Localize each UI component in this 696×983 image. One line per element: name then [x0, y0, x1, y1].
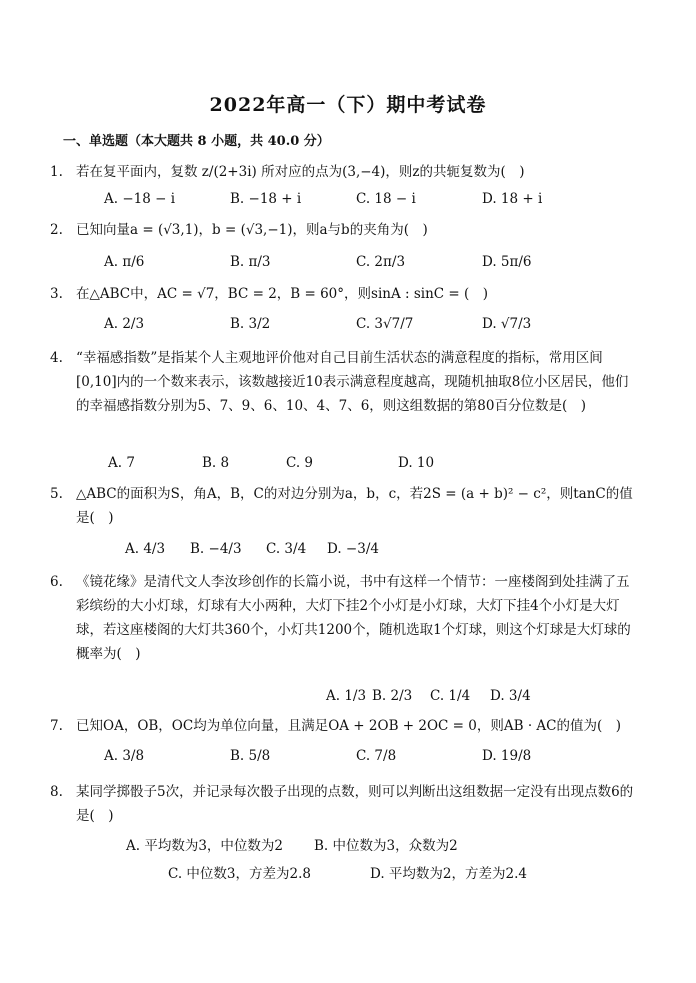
question-number: 5.	[50, 486, 63, 502]
option-b[interactable]: B. −4/3	[190, 541, 242, 557]
question-number: 1.	[50, 164, 63, 180]
question-text: 《镜花缘》是清代文人李汝珍创作的长篇小说，书中有这样一个情节：一座楼阁到处挂满了五彩缤纷的大小灯球，灯球有大小两种，大灯下挂2个小灯是小灯球，大灯下挂4个小灯是大灯球，若这座楼阁的大灯共360个，小灯共1200个，随机选取1个灯球，则这个灯球是大灯球的概率为( )	[76, 574, 631, 662]
option-b[interactable]: B. 中位数为3，众数为2	[314, 838, 458, 854]
option-d[interactable]: D. 平均数为2，方差为2.4	[370, 866, 527, 882]
option-c[interactable]: C. 中位数3，方差为2.8	[168, 866, 311, 882]
option-b[interactable]: B. 5/8	[230, 748, 271, 764]
option-a[interactable]: A. 2/3	[104, 316, 145, 332]
question-4	[50, 346, 636, 418]
question-number: 7.	[50, 718, 63, 734]
option-a[interactable]: A. π/6	[104, 254, 145, 270]
option-d[interactable]: D. 5π/6	[482, 254, 532, 270]
option-c[interactable]: C. 18 − i	[356, 191, 416, 207]
exam-title: 2022年高一（下）期中考试卷	[209, 94, 487, 116]
question-text: “幸福感指数”是指某个人主观地评价他对自己目前生活状态的满意程度的指标，常用区间[0,10]内的一个数来表示，该数越接近10表示满意程度越高，现随机抽取8位小区居民，他们的幸福感指数分别为5、7、9、6、10、4、7、6，则这组数据的第80百分位数是( )	[76, 350, 629, 414]
question-text: △ABC的面积为S，角A，B，C的对边分别为a，b，c，若2S = (a + b)² − c²，则tanC的值是( )	[76, 486, 633, 526]
option-d[interactable]: D. √7/3	[482, 316, 532, 332]
option-c[interactable]: C. 3/4	[266, 541, 307, 557]
option-b[interactable]: B. π/3	[230, 254, 271, 270]
option-d[interactable]: D. 3/4	[490, 688, 531, 704]
question-5	[50, 482, 636, 530]
option-a[interactable]: A. 平均数为3，中位数为2	[126, 838, 284, 854]
option-d[interactable]: D. −3/4	[327, 541, 379, 557]
option-c[interactable]: C. 2π/3	[356, 254, 406, 270]
option-b[interactable]: B. 8	[202, 455, 230, 471]
option-a[interactable]: A. 4/3	[125, 541, 166, 557]
question-number: 8.	[50, 784, 63, 800]
option-a[interactable]: A. 7	[108, 455, 135, 471]
option-d[interactable]: D. 19/8	[482, 748, 532, 764]
option-b[interactable]: B. 2/3	[372, 688, 413, 704]
question-number: 3.	[50, 286, 63, 302]
section-heading: 一、单选题（本大题共 8 小题，共 40.0 分）	[63, 134, 330, 149]
question-text: 若在复平面内，复数 z/(2+3i) 所对应的点为(3,−4)，则z的共轭复数为( )	[76, 164, 525, 180]
option-c[interactable]: C. 7/8	[356, 748, 397, 764]
question-8	[50, 780, 636, 828]
option-b[interactable]: B. −18 + i	[230, 191, 302, 207]
option-a[interactable]: A. 1/3	[326, 688, 367, 704]
question-3	[50, 282, 636, 306]
question-text: 某同学掷骰子5次，并记录每次骰子出现的点数，则可以判断出这组数据一定没有出现点数6的是( )	[76, 784, 634, 824]
question-7	[50, 714, 636, 738]
question-2	[50, 218, 636, 242]
question-text: 已知OA，OB，OC均为单位向量，且满足OA + 2OB + 2OC = 0，则AB · AC的值为( )	[76, 718, 622, 734]
question-number: 6.	[50, 574, 63, 590]
question-1	[50, 160, 636, 184]
question-text: 在△ABC中，AC = √7，BC = 2，B = 60°，则sinA : sinC = ( )	[76, 286, 489, 302]
question-number: 2.	[50, 222, 63, 238]
option-a[interactable]: A. 3/8	[104, 748, 145, 764]
question-text: 已知向量a = (√3,1)，b = (√3,−1)，则a与b的夹角为( )	[76, 222, 428, 238]
question-number: 4.	[50, 350, 63, 366]
option-d[interactable]: D. 18 + i	[482, 191, 543, 207]
question-6	[50, 570, 636, 666]
option-c[interactable]: C. 1/4	[430, 688, 471, 704]
option-d[interactable]: D. 10	[398, 455, 435, 471]
option-c[interactable]: C. 9	[286, 455, 314, 471]
option-a[interactable]: A. −18 − i	[104, 191, 176, 207]
option-b[interactable]: B. 3/2	[230, 316, 271, 332]
option-c[interactable]: C. 3√7/7	[356, 316, 414, 332]
